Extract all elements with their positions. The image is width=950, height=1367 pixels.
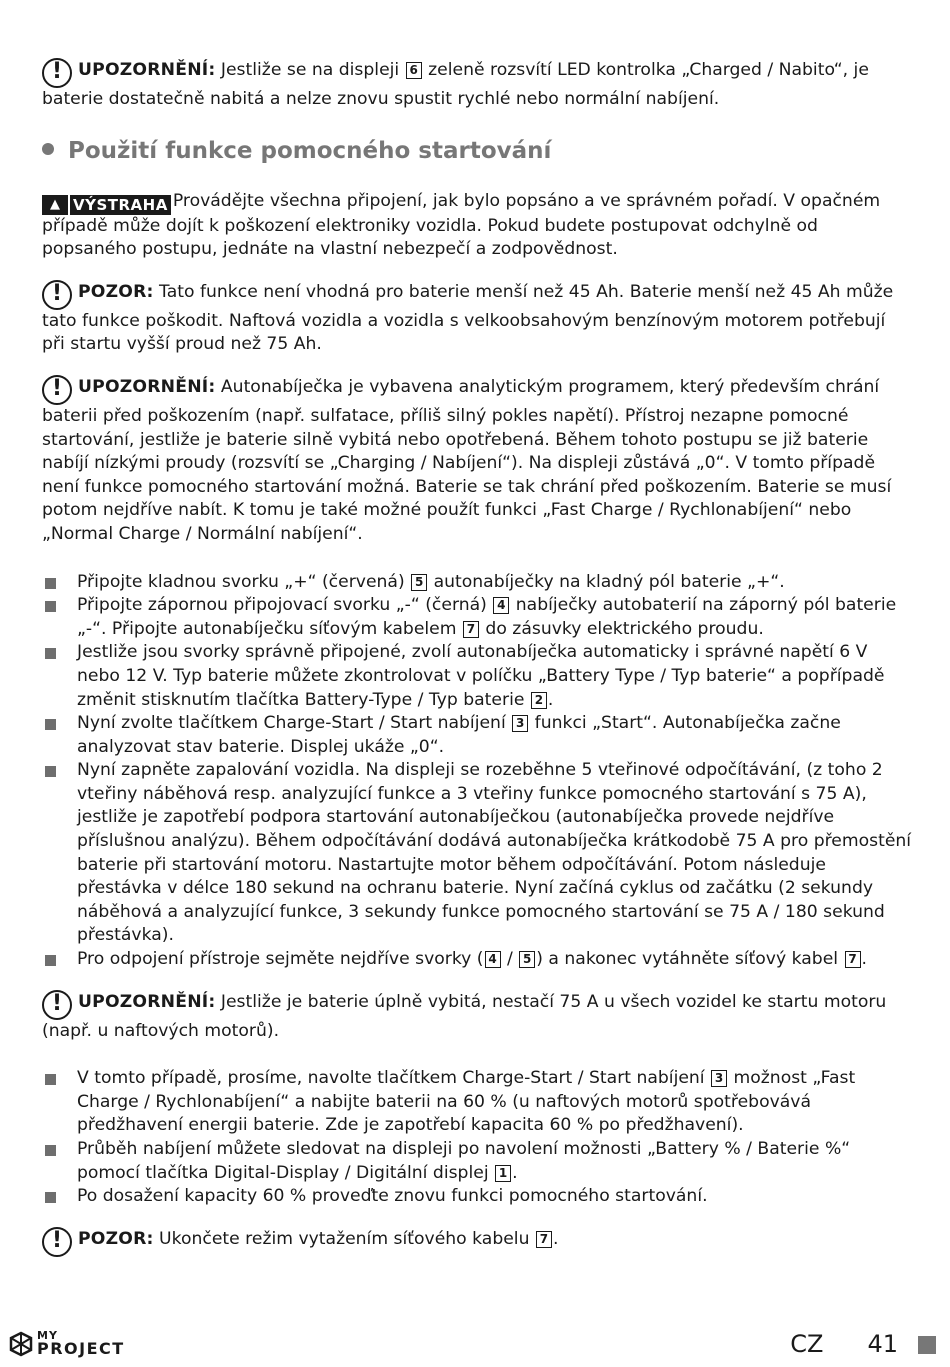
ref-box: 7 (463, 621, 479, 638)
bullet-dot-icon (42, 143, 54, 155)
list-item: Po dosažení kapacity 60 % proveďte znovu funkci pomocného startování. (42, 1185, 912, 1209)
warning-badge: ▲ VÝSTRAHA (42, 195, 171, 215)
ref-box: 1 (495, 1165, 511, 1182)
language-code: CZ (790, 1330, 824, 1358)
exclamation-icon: ! (42, 375, 72, 405)
list-item: Nyní zapněte zapalování vozidla. Na displeji se rozeběhne 5 vteřinové odpočítávání, (z toho 2 vteřiny náběhová resp. analyzující funkce a 3 vteřiny funkce pomocného startování s 75 A), jestliže je zapotřebí podpora startování autonabíječkou (autonabíječka provede nejdříve příslušnou analýzu). Během odpočítávání dodává autonabíječka krátkodobě 75 A pro přemostění baterie při startování motoru. Nastartujte motor během odpočítávání. Potom následuje přestávka v délce 180 sekund na ochranu baterie. Nyní začíná cyklus od začátku (2 sekundy náběhová a analyzující funkce, 3 sekundy funkce pomocného startování se 75 A / 180 sekund přestávka). (42, 759, 912, 948)
list-item: Připojte zápornou připojovací svorku „-“ (černá) 4 nabíječky autobaterií na záporný pól baterie „-“. Připojte autonabíječku síťovým kabelem 7 do zásuvky elektrického proudu. (42, 594, 912, 641)
notice-analysis: ! UPOZORNĚNÍ: Autonabíječka je vybavena analytickým programem, který především chrání baterii před poškozením (např. sulfatace, příliš silný pokles napětí). Přístroj nezapne pomocné startování, jestliže je baterie silně vybitá nebo opotřebená. Během tohoto postupu se již baterie nabíjí nízkými proudy (rozsvítí se „Charging / Nabíjení“). Na displeji zůstává „0“. V tomto případě není funkce pomocného startování možná. Baterie se tak chrání před poškozením. Baterie se musí potom nejdříve nabít. K tomu je také možné použít funkci „Fast Charge / Rychlonabíjení“ nebo „Normal Charge / Normální nabíjení“. (42, 375, 892, 544)
section-heading: Použití funkce pomocného startování (42, 136, 912, 166)
list-item: Jestliže jsou svorky správně připojené, zvolí autonabíječka automaticky i správné napětí 6 V nebo 12 V. Typ baterie můžete zkontrolovat v políčku „Battery Type / Typ baterie“ a popřípadě změnit stisknutím tlačítka Battery-Type / Typ baterie 2 . (42, 641, 912, 712)
page-footer (790, 1330, 936, 1358)
notice-label: UPOZORNĚNÍ: (78, 60, 216, 80)
ref-box: 5 (411, 574, 427, 591)
list-item: Nyní zvolte tlačítkem Charge-Start / Start nabíjení 3 funkci „Start“. Autonabíječka začne analyzovat stav baterie. Displej ukáže „0“. (42, 712, 912, 759)
brand-logo (8, 1330, 125, 1357)
ref-box: 2 (531, 692, 547, 709)
ref-box: 4 (485, 951, 501, 968)
fast-charge-list (42, 1067, 912, 1209)
square-bullet-icon (45, 578, 56, 589)
ref-box: 3 (711, 1070, 727, 1087)
square-bullet-icon (45, 1074, 56, 1085)
square-bullet-icon (45, 1145, 56, 1156)
caution-45ah: ! POZOR: Tato funkce není vhodná pro baterie menší než 45 Ah. Baterie menší než 45 Ah může tato funkce poškodit. Naftová vozidla a vozidla s velkoobsahovým benzínovým motorem potřebují při startu vyšší proud než 75 Ah. (42, 280, 894, 355)
footer-square-icon (918, 1336, 936, 1354)
steps-list (42, 571, 912, 972)
list-item: Pro odpojení přístroje sejměte nejdříve svorky ( 4 / 5 ) a nakonec vytáhněte síťový kabel 7 . (42, 948, 912, 972)
square-bullet-icon (45, 955, 56, 966)
exclamation-icon: ! (42, 990, 72, 1020)
list-item: Připojte kladnou svorku „+“ (červená) 5 autonabíječky na kladný pól baterie „+“. (42, 571, 912, 595)
list-item: Průběh nabíjení můžete sledovat na displeji po navolení možnosti „Battery % / Baterie %“ pomocí tlačítka Digital-Display / Digitální displej 1 . (42, 1138, 912, 1185)
ref-box: 7 (845, 951, 861, 968)
ref-box: 7 (536, 1231, 552, 1248)
exclamation-icon: ! (42, 1227, 72, 1257)
caution-unplug: ! POZOR: Ukončete režim vytažením síťového kabelu 7 . (42, 1227, 912, 1257)
notice-empty-battery: ! UPOZORNĚNÍ: Jestliže je baterie úplně vybitá, nestačí 75 A u všech vozidel ke startu motoru (např. u naftových motorů). (42, 990, 887, 1041)
exclamation-icon: ! (42, 58, 72, 88)
brand-cube-icon (8, 1331, 34, 1357)
ref-box: 4 (493, 597, 509, 614)
warning-triangle-icon: ▲ (42, 195, 68, 215)
ref-box: 3 (512, 715, 528, 732)
brand-big: PROJECT (37, 1339, 125, 1358)
exclamation-icon: ! (42, 280, 72, 310)
square-bullet-icon (45, 719, 56, 730)
list-item: V tomto případě, prosíme, navolte tlačítkem Charge-Start / Start nabíjení 3 možnost „Fast Charge / Rychlonabíjení“ a nabijte baterii na 60 % (u naftových motorů spotřebovává předžhavení energii baterie. Zde je zapotřebí kapacita 60 % po předžhavení). (42, 1067, 912, 1138)
brand-small: MY (37, 1329, 58, 1342)
ref-box: 6 (406, 62, 422, 79)
warning-paragraph: ▲ VÝSTRAHA Provádějte všechna připojení, jak bylo popsáno a ve správném pořadí. V opačném případě může dojít k poškození elektroniky vozidla. Pokud budete postupovat odchylně od popsaného postupu, jednáte na vlastní nebezpečí a zodpovědnost. (42, 190, 881, 260)
page-number: 41 (867, 1330, 898, 1358)
manual-page (42, 58, 912, 1257)
square-bullet-icon (45, 766, 56, 777)
notice-charged: ! UPOZORNĚNÍ: Jestliže se na displeji 6 zeleně rozsvítí LED kontrolka „Charged / Nabito“, je baterie dostatečně nabitá a nelze znovu spustit rychlé nebo normální nabíjení. (42, 59, 869, 109)
ref-box: 5 (519, 951, 535, 968)
square-bullet-icon (45, 601, 56, 612)
square-bullet-icon (45, 648, 56, 659)
square-bullet-icon (45, 1192, 56, 1203)
